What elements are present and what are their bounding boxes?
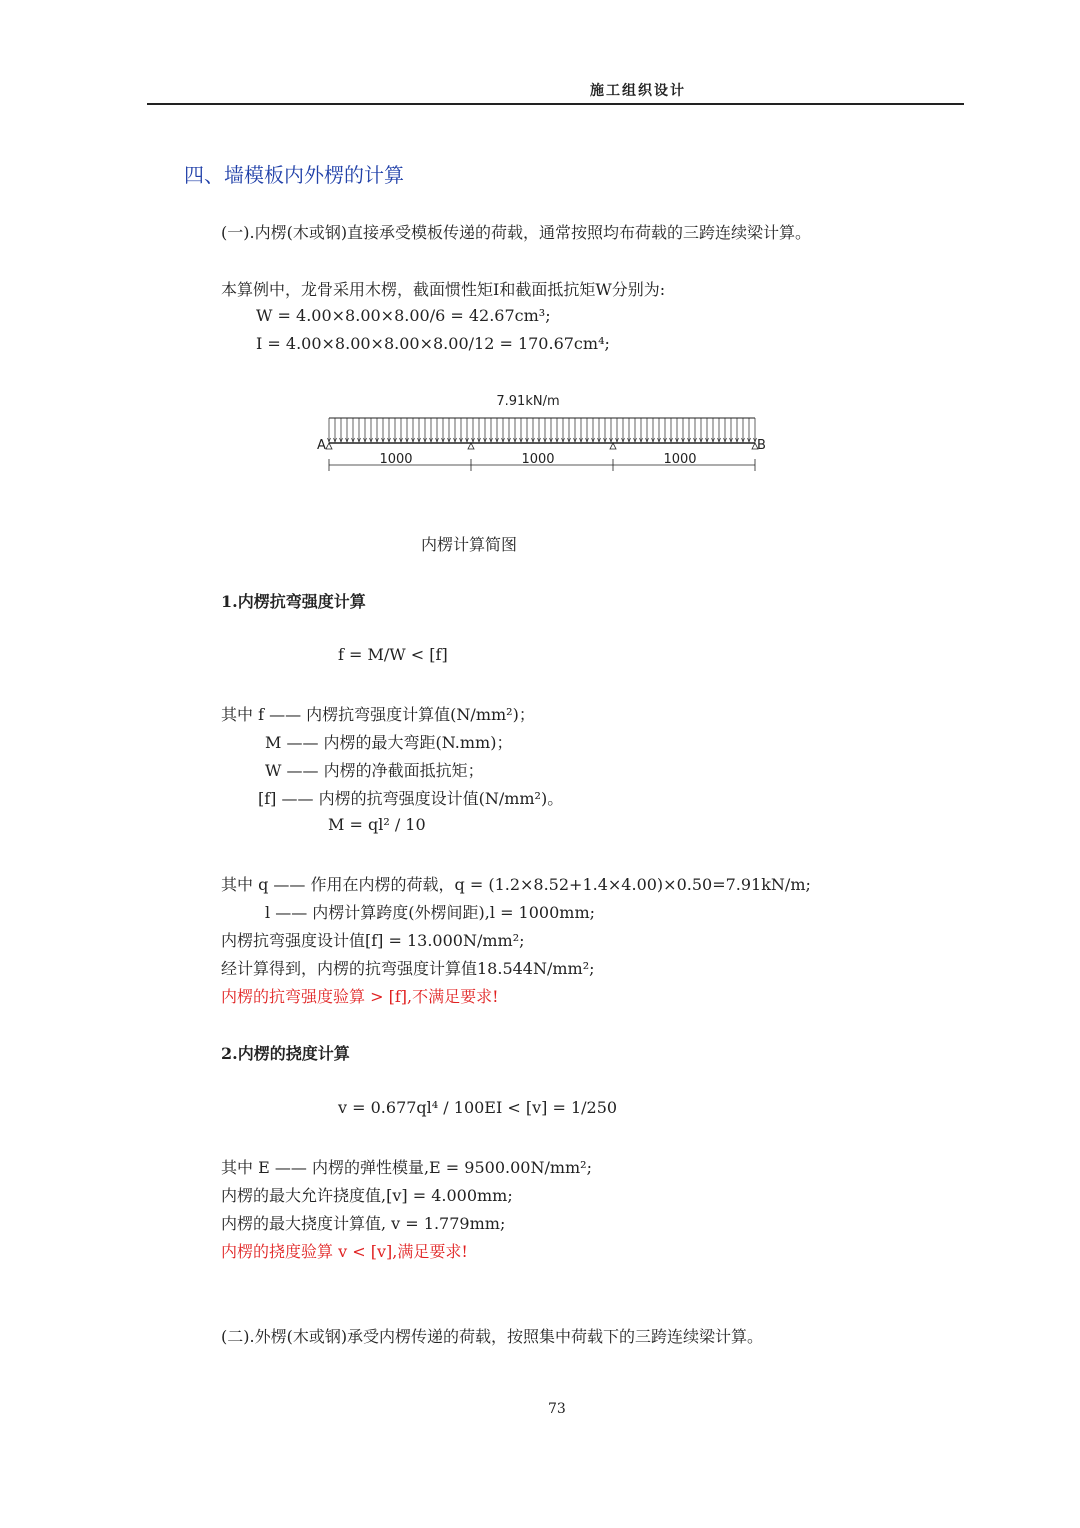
span-3-label: 1000 (663, 452, 697, 467)
strength-def-f: 其中 f —— 内楞抗弯强度计算值(N/mm²)； (221, 705, 535, 724)
deflection-def-e: 其中 E —— 内楞的弹性模量,E = 9500.00N/mm²; (221, 1158, 592, 1177)
deflection-heading: 2.内楞的挠度计算 (221, 1044, 350, 1063)
beam-diagram (300, 385, 780, 480)
deflection-result: 内楞的挠度验算 v < [v],满足要求! (221, 1242, 468, 1261)
supports (326, 443, 758, 449)
dimension-line (329, 452, 755, 471)
support-a-label: A (317, 438, 326, 453)
strength-result: 内楞的抗弯强度验算 > [f],不满足要求! (221, 987, 499, 1006)
deflection-calc: 内楞的最大挠度计算值, v = 1.779mm; (221, 1214, 506, 1233)
deflection-formula: v = 0.677ql⁴ / 100EI < [v] = 1/250 (338, 1098, 618, 1117)
header-divider (147, 103, 964, 105)
header-title: 施工组织设计 (590, 83, 686, 99)
part1-example: 本算例中，龙骨采用木楞，截面惯性矩I和截面抵抗矩W分别为: (221, 280, 666, 299)
part2-intro: (二).外楞(木或钢)承受内楞传递的荷载，按照集中荷载下的三跨连续梁计算。 (221, 1327, 764, 1346)
strength-def-m: M —— 内楞的最大弯距(N.mm)； (265, 733, 513, 752)
support-3 (610, 443, 616, 449)
support-b-label: B (757, 438, 766, 453)
moment-formula: M = ql² / 10 (328, 815, 426, 834)
page-number: 73 (548, 1401, 566, 1417)
span-1-label: 1000 (379, 452, 413, 467)
section-title: 四、墙模板内外楞的计算 (184, 163, 404, 187)
span-2-label: 1000 (521, 452, 555, 467)
strength-formula: f = M/W < [f] (338, 645, 448, 664)
strength-def-w: W —— 内楞的净截面抵抗矩； (265, 761, 484, 780)
strength-calc-value: 经计算得到，内楞的抗弯强度计算值18.544N/mm²; (221, 959, 595, 978)
part1-intro: (一).内楞(木或钢)直接承受模板传递的荷载，通常按照均布荷载的三跨连续梁计算。 (221, 223, 812, 242)
load-arrows (328, 418, 757, 442)
diagram-caption: 内楞计算简图 (421, 535, 518, 554)
support-2 (468, 443, 474, 449)
support-1 (326, 443, 332, 449)
strength-def-l: l —— 内楞计算跨度(外楞间距),l = 1000mm; (265, 903, 596, 922)
strength-def-q: 其中 q —— 作用在内楞的荷载，q = (1.2×8.52+1.4×4.00)×0.50=7.91kN/m; (221, 875, 811, 894)
strength-heading: 1.内楞抗弯强度计算 (221, 592, 366, 611)
strength-def-fd: [f] —— 内楞的抗弯强度设计值(N/mm²)。 (258, 789, 564, 808)
load-label: 7.91kN/m (496, 394, 560, 409)
i-formula: I = 4.00×8.00×8.00×8.00/12 = 170.67cm⁴; (256, 334, 610, 353)
deflection-allow: 内楞的最大允许挠度值,[v] = 4.000mm; (221, 1186, 513, 1205)
strength-design-value: 内楞抗弯强度设计值[f] = 13.000N/mm²; (221, 931, 525, 950)
w-formula: W = 4.00×8.00×8.00/6 = 42.67cm³; (256, 306, 551, 325)
